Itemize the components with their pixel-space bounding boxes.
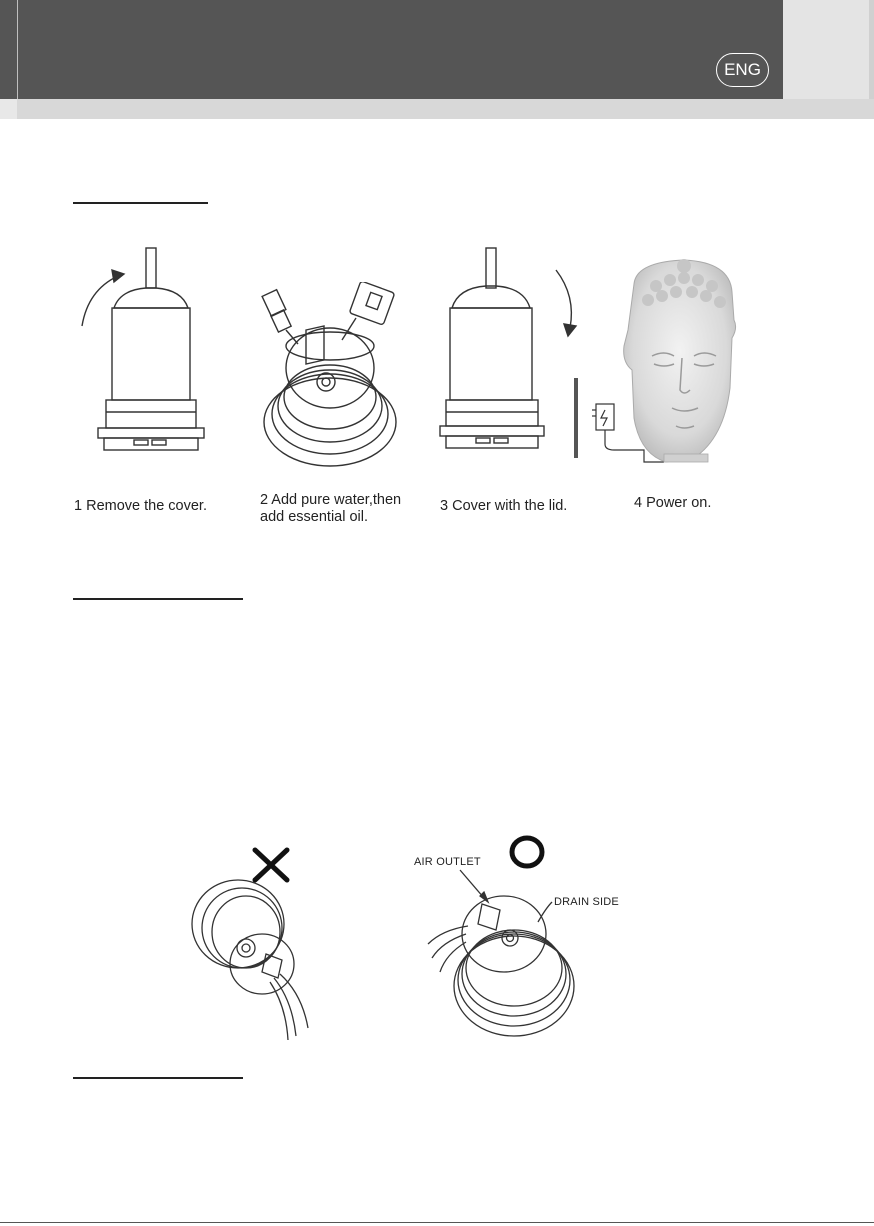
side-tab-edge bbox=[869, 0, 874, 99]
footer-rule bbox=[0, 1222, 874, 1223]
step-3-diffuser-illustration bbox=[436, 244, 586, 464]
air-outlet-label: AIR OUTLET bbox=[414, 856, 481, 868]
drain-side-label: DRAIN SIDE bbox=[554, 896, 619, 908]
wrong-drain-orientation-illustration bbox=[190, 878, 330, 1043]
step-4-caption: 4 Power on. bbox=[634, 495, 712, 511]
header-stripe bbox=[0, 99, 874, 119]
section-heading-rule-2 bbox=[73, 598, 243, 600]
step-1-caption: 1 Remove the cover. bbox=[74, 498, 207, 514]
step-3-caption: 3 Cover with the lid. bbox=[440, 498, 568, 514]
section-heading-rule-3 bbox=[73, 1077, 243, 1079]
step-4-buddha-diffuser-illustration bbox=[574, 258, 754, 470]
step-1-diffuser-illustration bbox=[74, 240, 224, 465]
header-divider bbox=[17, 0, 18, 99]
step-2-fill-illustration bbox=[258, 282, 408, 472]
header-bar bbox=[0, 0, 783, 99]
step-2-caption-line-1: 2 Add pure water,then bbox=[260, 492, 402, 508]
section-heading-rule-1 bbox=[73, 202, 208, 204]
correct-drain-orientation-illustration bbox=[420, 864, 620, 1044]
side-tab bbox=[783, 0, 874, 99]
language-badge: ENG bbox=[716, 53, 769, 87]
header-stripe-edge bbox=[0, 99, 17, 119]
step-2-caption-line-2: add essential oil. bbox=[260, 509, 369, 525]
